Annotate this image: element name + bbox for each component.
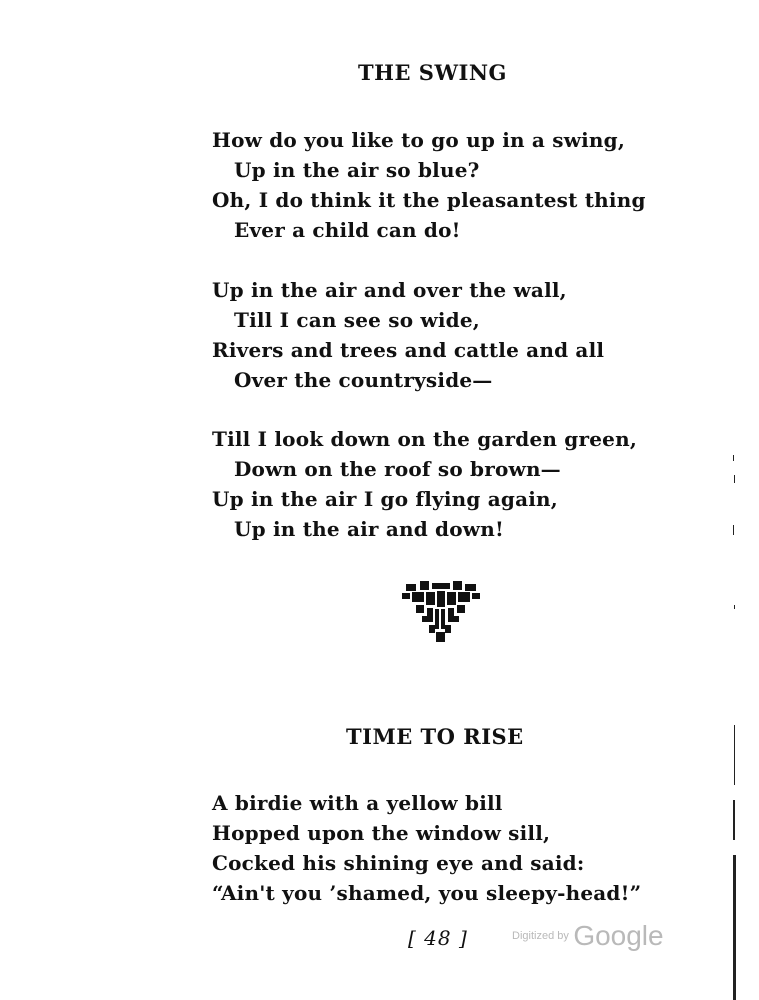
poem-title-the-swing: THE SWING <box>358 60 507 85</box>
poem-line: Down on the roof so brown— <box>234 457 561 481</box>
poem-line: Cocked his shining eye and said: <box>212 851 585 875</box>
stanza <box>212 424 637 544</box>
poem-line: Up in the air and over the wall, <box>212 278 567 302</box>
poem-line: “Ain't you ’shamed, you sleepy-head!” <box>212 881 642 905</box>
poem-line: Till I can see so wide, <box>234 308 480 332</box>
watermark-prefix: Digitized by <box>512 930 569 942</box>
poem-line: How do you like to go up in a swing, <box>212 128 626 152</box>
stanza <box>212 788 641 908</box>
poem-line: Oh, I do think it the pleasantest thing <box>212 188 646 212</box>
poem-line: Ever a child can do! <box>234 218 461 242</box>
digitized-watermark <box>512 920 664 952</box>
page-number: [ 48 ] <box>408 926 468 950</box>
poem-line: Up in the air so blue? <box>234 158 480 182</box>
poem-line: Hopped upon the window sill, <box>212 821 551 845</box>
poem-title-time-to-rise: TIME TO RISE <box>346 724 524 749</box>
floral-ornament-icon <box>396 578 486 644</box>
poem-line: Till I look down on the garden green, <box>212 427 637 451</box>
poem-line: A birdie with a yellow bill <box>212 791 503 815</box>
stanza <box>212 125 646 245</box>
poem-line: Up in the air and down! <box>234 517 504 541</box>
stanza <box>212 275 604 395</box>
poem-line: Up in the air I go flying again, <box>212 487 558 511</box>
poem-line: Rivers and trees and cattle and all <box>212 338 605 362</box>
poem-line: Over the countryside— <box>234 368 493 392</box>
page-edge-line <box>733 455 736 1000</box>
watermark-brand: Google <box>573 920 664 951</box>
